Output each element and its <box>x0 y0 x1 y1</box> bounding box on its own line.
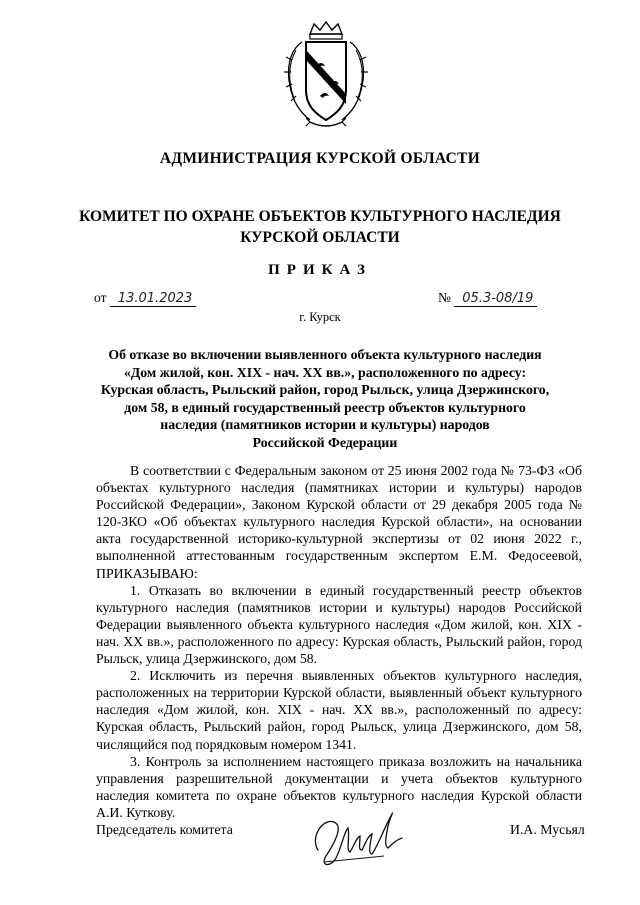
body-paragraph: В соответствии с Федеральным законом от 25 июня 2002 года № 73-ФЗ «Об объектах культурного наследия (памятниках истории и культуры) народов Российской Федерации», Законом Курской области от 29 декабря 2005 года № 120-ЗКО «Об объектах культурного наследия Курской области», на основании акта государственной историко-культурной экспертизы от 02 июня 2022 г., выполненной аттестованным государственным экспертом Е.М. Федосеевой, ПРИКАЗЫВАЮ: <box>96 463 582 581</box>
body-paragraph: 1. Отказать во включении в единый государственный реестр объектов культурного наследия (памятников истории и культуры) народов Российской Федерации выявленного объекта культурного наследия «Дом жилой, кон. XIX - нач. XX вв.», расположенного по адресу: Курская область, Рыльский район, город Рыльск, улица Дзержинского, дом 58. <box>96 582 582 667</box>
coat-of-arms-icon <box>280 20 372 132</box>
committee-title-line: КУРСКОЙ ОБЛАСТИ <box>240 229 400 246</box>
date-prefix: от <box>94 290 107 305</box>
signatory-name: И.А. Мусьял <box>510 822 585 837</box>
order-title-line: Об отказе во включении выявленного объекта культурного наследия <box>108 347 542 362</box>
administration-title: АДМИНИСТРАЦИЯ КУРСКОЙ ОБЛАСТИ <box>159 150 481 167</box>
order-date <box>94 290 196 307</box>
number-value: 05.3-08/19 <box>454 292 537 307</box>
order-title-line: Российской Федерации <box>252 434 398 450</box>
date-value: 13.01.2023 <box>110 292 196 307</box>
order-title-line: наследия (памятников истории и культуры) народов <box>160 417 490 432</box>
city: г. Курск <box>299 310 341 324</box>
order-title-line: Курская область, Рыльский район, город Рыльск, улица Дзержинского, <box>100 382 550 397</box>
handwritten-signature-icon <box>304 798 408 872</box>
signatory-position: Председатель комитета <box>96 822 233 837</box>
document-type: ПРИКАЗ <box>268 262 372 278</box>
order-title-line: дом 58, в единый государственный реестр объектов культурного <box>124 399 526 415</box>
body-paragraph: 2. Исключить из перечня выявленных объектов культурного наследия, расположенных на территории Курской области, выявленный объект культурного наследия «Дом жилой, кон. XIX - нач. XX вв.», расположенный по адресу: Курская область, Рыльский район, город Рыльск, улица Дзержинского, дом 58, числящийся под порядковым номером 1341. <box>96 668 582 752</box>
body-paragraph: 3. Контроль за исполнением настоящего приказа возложить на начальника управления разрешительной документации и учета объектов культурного наследия комитета по охране объектов культурного наследия Курской области А.И. Куткову. <box>96 753 582 820</box>
number-prefix: № <box>438 290 451 305</box>
order-title-line: «Дом жилой, кон. XIX - нач. XX вв.», расположенного по адресу: <box>123 364 527 380</box>
order-body <box>96 462 582 821</box>
order-number <box>438 290 537 307</box>
committee-title <box>0 206 640 248</box>
order-title <box>100 346 550 451</box>
committee-title-line: КОМИТЕТ ПО ОХРАНЕ ОБЪЕКТОВ КУЛЬТУРНОГО НАСЛЕДИЯ <box>79 208 561 225</box>
